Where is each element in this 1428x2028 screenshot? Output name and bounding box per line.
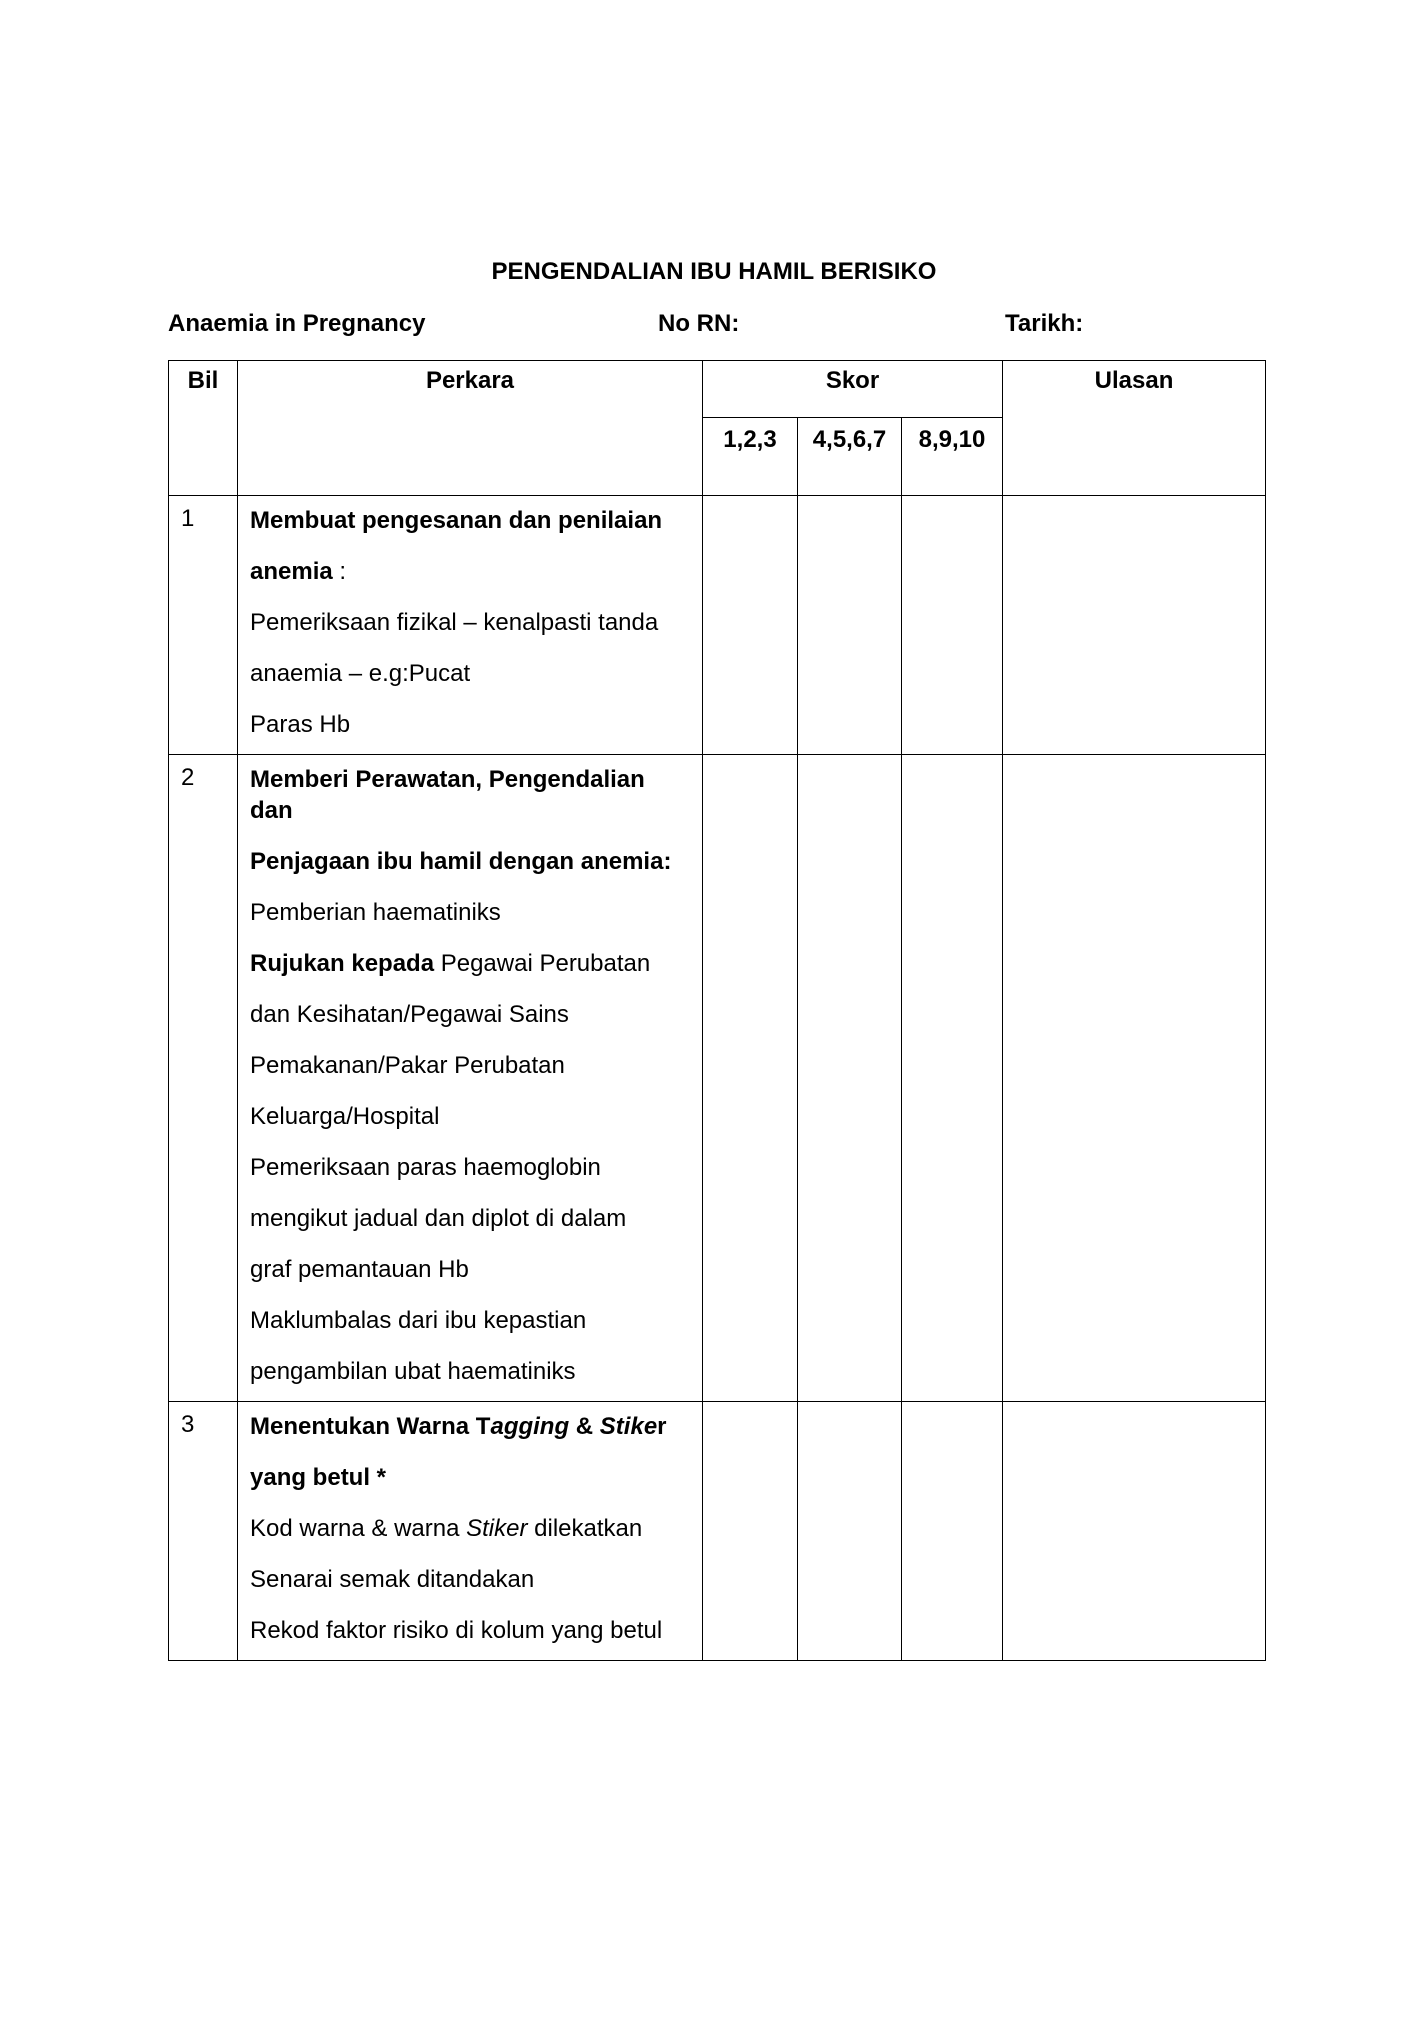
perkara-text: Paras Hb (250, 711, 351, 738)
table-body (169, 361, 1266, 1661)
row-perkara (238, 755, 703, 1402)
perkara-line (250, 709, 692, 740)
score-cell-8-9-10[interactable] (902, 496, 1003, 755)
perkara-line (250, 1050, 692, 1081)
perkara-text: Maklumbalas dari ibu kepastian (250, 1307, 587, 1334)
perkara-text: Memberi Perawatan, Pengendalian dan (250, 766, 645, 824)
perkara-text: Pegawai Perubatan (434, 950, 651, 977)
perkara-line (250, 846, 692, 877)
perkara-line (250, 1101, 692, 1132)
score-cell-4-5-6-7[interactable] (798, 755, 902, 1402)
perkara-text: anemia (250, 558, 333, 585)
perkara-line (250, 1513, 692, 1544)
perkara-text: graf pemantauan Hb (250, 1256, 469, 1283)
score-cell-4-5-6-7[interactable] (798, 1402, 902, 1661)
header-ulasan: Ulasan (1003, 361, 1266, 496)
no-rn-label: No RN: (658, 310, 740, 337)
perkara-text: dan Kesihatan/Pegawai Sains (250, 1001, 569, 1028)
score-cell-8-9-10[interactable] (902, 755, 1003, 1402)
perkara-text: Kod warna & warna (250, 1515, 467, 1542)
skor-range-low: 1,2,3 (703, 418, 798, 496)
perkara-text: Penjagaan ibu hamil dengan anemia: (250, 848, 672, 875)
perkara-text: dilekatkan (527, 1515, 643, 1542)
perkara-line (250, 1254, 692, 1285)
perkara-text: mengikut jadual dan diplot di dalam (250, 1205, 627, 1232)
perkara-line (250, 658, 692, 689)
perkara-line (250, 1462, 692, 1493)
perkara-line (250, 948, 692, 979)
perkara-text: & (569, 1413, 600, 1440)
perkara-text: yang betul * (250, 1464, 387, 1491)
header-perkara: Perkara (238, 361, 703, 496)
header-skor: Skor (703, 361, 1003, 418)
perkara-line (250, 897, 692, 928)
header-bil: Bil (169, 361, 238, 496)
table-row (169, 1402, 1266, 1661)
perkara-line (250, 1615, 692, 1646)
perkara-line (250, 607, 692, 638)
skor-range-high: 8,9,10 (902, 418, 1003, 496)
perkara-text: Keluarga/Hospital (250, 1103, 440, 1130)
perkara-line (250, 1356, 692, 1387)
perkara-text: Pemeriksaan paras haemoglobin (250, 1154, 601, 1181)
perkara-text: Pemakanan/Pakar Perubatan (250, 1052, 565, 1079)
perkara-line (250, 556, 692, 587)
header-row (169, 361, 1266, 418)
perkara-line (250, 999, 692, 1030)
perkara-line (250, 764, 692, 826)
ulasan-cell[interactable] (1003, 1402, 1266, 1661)
score-cell-1-2-3[interactable] (703, 755, 798, 1402)
row-number: 2 (169, 755, 238, 1402)
ulasan-cell[interactable] (1003, 496, 1266, 755)
perkara-text: Stike (599, 1413, 658, 1440)
ulasan-cell[interactable] (1003, 755, 1266, 1402)
perkara-text: Rekod faktor risiko di kolum yang betul (250, 1617, 663, 1644)
perkara-text: pengambilan ubat haematiniks (250, 1358, 576, 1385)
perkara-text: Pemberian haematiniks (250, 899, 501, 926)
tarikh-label: Tarikh: (1005, 310, 1084, 337)
page-title: PENGENDALIAN IBU HAMIL BERISIKO (491, 258, 937, 285)
perkara-text: Pemeriksaan fizikal – kenalpasti tanda (250, 609, 659, 636)
perkara-text: Rujukan kepada (250, 950, 435, 977)
perkara-line (250, 1305, 692, 1336)
perkara-text: Membuat pengesanan dan penilaian (250, 507, 663, 534)
perkara-line (250, 1203, 692, 1234)
score-cell-1-2-3[interactable] (703, 496, 798, 755)
table-row (169, 496, 1266, 755)
perkara-line (250, 1564, 692, 1595)
perkara-line (250, 1411, 692, 1442)
perkara-text: : (332, 558, 347, 585)
perkara-line (250, 1152, 692, 1183)
row-perkara (238, 1402, 703, 1661)
perkara-text: Senarai semak ditandakan (250, 1566, 535, 1593)
assessment-table (168, 360, 1266, 1661)
condition-label: Anaemia in Pregnancy (168, 310, 426, 337)
perkara-line (250, 505, 692, 536)
score-cell-8-9-10[interactable] (902, 1402, 1003, 1661)
row-number: 1 (169, 496, 238, 755)
skor-range-mid: 4,5,6,7 (798, 418, 902, 496)
row-number: 3 (169, 1402, 238, 1661)
perkara-text: Stiker (466, 1515, 528, 1542)
score-cell-4-5-6-7[interactable] (798, 496, 902, 755)
perkara-text: anaemia – e.g:Pucat (250, 660, 471, 687)
perkara-text: r (657, 1413, 667, 1440)
perkara-text: Menentukan Warna T (250, 1413, 491, 1440)
table-row (169, 755, 1266, 1402)
score-cell-1-2-3[interactable] (703, 1402, 798, 1661)
perkara-text: agging (490, 1413, 570, 1440)
row-perkara (238, 496, 703, 755)
